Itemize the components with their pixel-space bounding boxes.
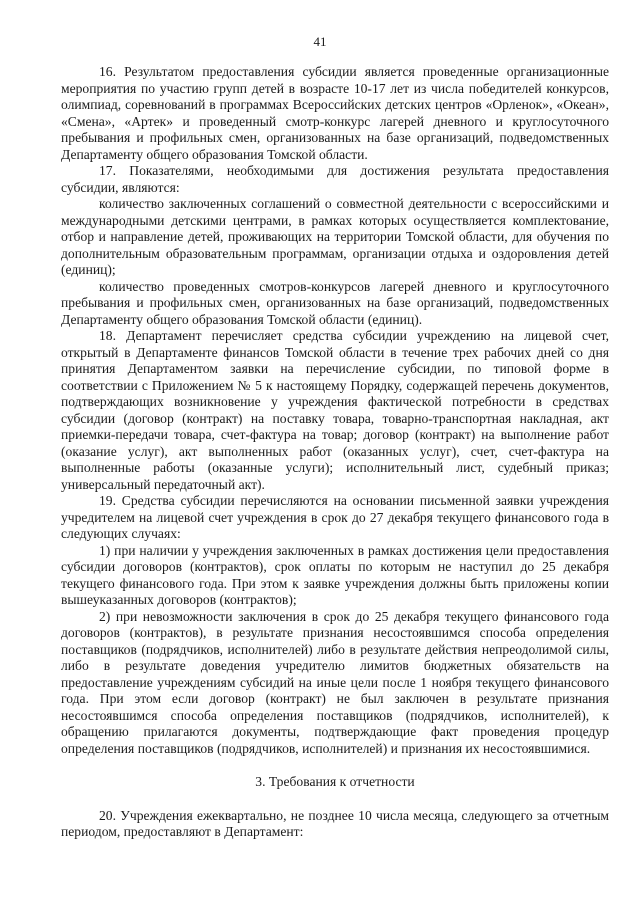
section-heading: 3. Требования к отчетности xyxy=(255,774,415,789)
paragraph-17-indicator-contests: количество проведенных смотров-конкурсов лагерей дневного и круглосуточного пребывания и профильных смен, организованных на базе организаций, подведомственных Департаменту общего образования Томской области (единиц). xyxy=(61,278,609,327)
paragraph-19-case-2: 2) при невозможности заключения в срок до 25 декабря текущего финансового года договоров (контрактов), в результате признания несостоявшимся способа определения поставщиков (подрядчиков, исполнителей) либо в результате действия непреодолимой силы, либо в результате доведения учредителю лимитов бюджетных обязательств на предоставление учреждениям субсидий на иные цели после 1 ноября текущего финансового года. При этом если договор (контракт) не был заключен в результате признания несостоявшимся способа определения поставщиков (подрядчиков, исполнителей), к обращению прилагаются документы, подтверждающие факт проведения процедур определения поставщиков (подрядчиков, исполнителей) и признания их несостоявшимися. xyxy=(61,608,609,756)
paragraph-19-case-1: 1) при наличии у учреждения заключенных в рамках достижения цели предоставления субсидии договоров (контрактов), срок оплаты по которым не наступил до 25 декабря текущего финансового года. При этом к заявке учреждения должны быть приложены копии вышеуказанных договоров (контрактов); xyxy=(61,542,609,607)
paragraph-17: 17. Показателями, необходимыми для достижения результата предоставления субсидии, являются: xyxy=(61,163,609,195)
paragraph-18: 18. Департамент перечисляет средства субсидии учреждению на лицевой счет, открытый в Департаменте финансов Томской области в течение трех рабочих дней со дня принятия Департаментом заявки на перечисление субсидии, по типовой форме в соответствии с Приложением № 5 к настоящему Порядку, содержащей перечень документов, подтверждающих возникновение у учреждения фактической потребности в средствах субсидии (договор (контракт) на поставку товара, товарно-транспортная накладная, акт приемки-передачи товара, счет-фактура на товар; договор (контракт) на выполнение работ (оказание услуг), акт выполненных работ (оказанных услуг), счет, счет-фактура на выполненные работы (оказанные услуги); исполнительный лист, судебный приказ; универсальный передаточный акт). xyxy=(61,328,609,492)
page-number: 41 xyxy=(313,34,327,49)
document-body xyxy=(61,64,609,841)
paragraph-19: 19. Средства субсидии перечисляются на основании письменной заявки учреждения учредителем на лицевой счет учреждения в срок до 27 декабря текущего финансового года в следующих случаях: xyxy=(61,493,609,541)
paragraph-20: 20. Учреждения ежеквартально, не позднее 10 числа месяца, следующего за отчетным периодом, предоставляют в Департамент: xyxy=(61,807,609,839)
paragraph-16: 16. Результатом предоставления субсидии является проведенные организационные мероприятия по участию групп детей в возрасте 10-17 лет из числа победителей конкурсов, олимпиад, соревнований в программах Всероссийских детских центров «Орленок», «Океан», «Смена», «Артек» и проведенный смотр-конкурс лагерей дневного и круглосуточного пребывания и профильных смен, организованных на базе организаций, подведомственных Департаменту общего образования Томской области. xyxy=(61,64,609,162)
paragraph-17-indicator-agreements: количество заключенных соглашений о совместной деятельности с всероссийскими и международными детскими центрами, в рамках которых осуществляется комплектование, отбор и направление детей, проживающих на территории Томской области, для обучения по дополнительным образовательным программам, организации отдыха и оздоровления детей (единиц); xyxy=(61,196,609,277)
